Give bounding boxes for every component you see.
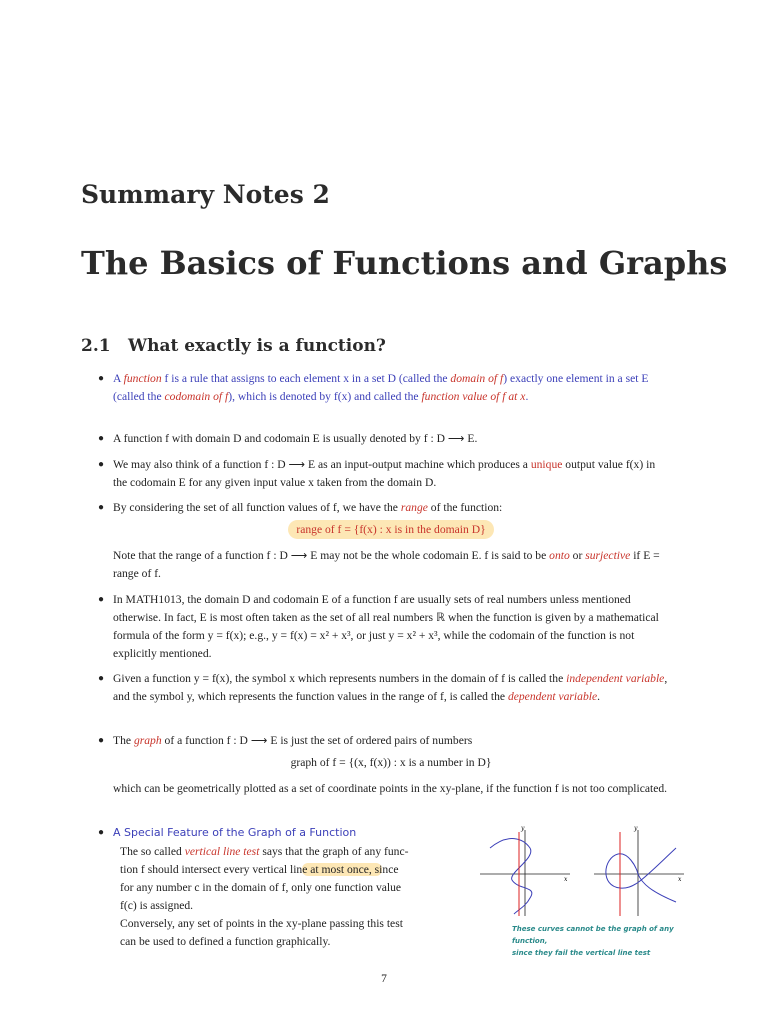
term-independent-variable: independent variable xyxy=(566,672,665,685)
term-surjective: surjective xyxy=(585,549,631,562)
b7-text-2: of a function f : D ⟶ E is just the set of ordered pairs of numbers xyxy=(161,734,473,747)
b6-text-3: . xyxy=(597,690,601,703)
bullet-range xyxy=(98,499,669,517)
term-unique: unique xyxy=(530,458,563,471)
graph-note: which can be geometrically plotted as a set of coordinate points in the xy-plane, if the function f is not too complicated. xyxy=(113,782,668,795)
b1-text-5: . xyxy=(525,390,529,403)
b6-text-1: Given a function y = f(x), the symbol x which represents numbers in the domain of f is called the xyxy=(113,672,567,685)
bullet-icon: ● xyxy=(98,433,105,444)
b8-line-2a: tion f should intersect every vertical lin xyxy=(120,863,303,876)
b8-text-2: says that the graph of any func- xyxy=(259,845,409,858)
bullet-icon: ● xyxy=(98,735,105,746)
term-range: range xyxy=(400,501,428,514)
b8-text-1: The so called xyxy=(120,845,185,858)
b3-text-1: We may also think of a function f : D ⟶ E as an input-output machine which produces a xyxy=(113,458,531,471)
page-number: 7 xyxy=(381,973,387,985)
left-y-label: y xyxy=(521,825,525,832)
b4-text-1: By considering the set of all function values of f, we have the xyxy=(113,501,401,514)
left-x-label: x xyxy=(564,876,568,883)
bullet-graph xyxy=(98,732,669,750)
b1-text-1: A xyxy=(113,372,124,385)
b8-line-2c: nce xyxy=(382,863,399,876)
b4-note-3: if E = range of f. xyxy=(113,549,660,580)
b8-line-3: for any number c in the domain of f, only one function value xyxy=(120,881,402,894)
term-function-value: function value of f at x xyxy=(421,390,526,403)
bullet-icon: ● xyxy=(98,373,105,384)
term-graph: graph xyxy=(133,734,162,747)
term-vertical-line-test: vertical line test xyxy=(184,845,260,858)
b1-text-2: f is a rule that assigns to each element x in a set D (called the xyxy=(161,372,451,385)
b8-line-6: can be used to defined a function graphically. xyxy=(120,935,331,948)
b4-note-2: or xyxy=(569,549,586,562)
right-y-label: y xyxy=(634,825,638,832)
graph-formula: graph of f = {(x, f(x)) : x is a number in D} xyxy=(290,756,492,769)
b4-text-2: of the function: xyxy=(427,501,503,514)
b1-text-4: ), which is denoted by f(x) and called the xyxy=(228,390,422,403)
bullet-icon: ● xyxy=(98,594,105,605)
bullet-function-definition xyxy=(98,370,669,406)
term-dependent-variable: dependent variable xyxy=(507,690,598,703)
range-note xyxy=(113,547,669,583)
chapter-heading: Summary Notes 2 xyxy=(81,180,330,209)
page-title: The Basics of Functions and Graphs xyxy=(81,244,728,282)
figure-caption xyxy=(512,923,692,959)
bullet-icon: ● xyxy=(98,827,105,838)
bullet-icon: ● xyxy=(98,459,105,470)
b4-note-1: Note that the range of a function f : D ⟶ E may not be the whole codomain E. f is said to be xyxy=(113,549,550,562)
right-curve xyxy=(606,848,676,902)
figure-caption-line-2: since they fail the vertical line test xyxy=(512,949,651,957)
bullet-notation xyxy=(98,430,669,448)
term-onto: onto xyxy=(549,549,570,562)
b2-text: A function f with domain D and codomain E is usually denoted by f : D ⟶ E. xyxy=(113,432,478,445)
section-number: 2.1 xyxy=(81,336,111,356)
bullet-vertical-line-test xyxy=(98,824,473,842)
special-feature-heading: A Special Feature of the Graph of a Function xyxy=(113,826,357,839)
highlighted-at-most-once: e at most once, si xyxy=(302,863,383,876)
section-heading xyxy=(81,336,386,356)
b3-text-2: output value f(x) in the codomain E for any given input value x taken from the domain D. xyxy=(113,458,656,489)
vertical-line-test-figure xyxy=(478,818,692,918)
bullet-variables xyxy=(98,670,669,706)
bullet-icon: ● xyxy=(98,502,105,513)
range-formula: range of f = {f(x) : x is in the domain D} xyxy=(288,520,493,539)
right-x-label: x xyxy=(678,876,682,883)
bullet-icon: ● xyxy=(98,673,105,684)
b1-text-3: ) exactly one element in a set E (called the xyxy=(113,372,649,403)
section-title: What exactly is a function? xyxy=(128,336,386,356)
range-formula-row xyxy=(113,523,669,536)
left-curve xyxy=(490,839,532,914)
term-function: function xyxy=(123,372,162,385)
b7-text-1: The xyxy=(113,734,134,747)
b5-text: In MATH1013, the domain D and codomain E of a function f are usually sets of real numbers unless mentioned otherwise. In fact, E is most often taken as the set of all real numbers ℝ when the function is given by a mathematical formula of the form y = f(x); e.g., y = f(x) = x² + x³, or just y = x² + x³, while the codomain of the function is not explicitly mentioned. xyxy=(113,593,659,660)
b8-line-5: Conversely, any set of points in the xy-plane passing this test xyxy=(120,917,403,930)
bullet-input-output xyxy=(98,456,669,492)
vertical-line-test-text xyxy=(120,843,465,951)
bullet-math1013 xyxy=(98,591,669,663)
term-domain: domain of f xyxy=(450,372,504,385)
b6-text-2: , and the symbol y, which represents the function values in the range of f, is called the xyxy=(113,672,668,703)
term-codomain: codomain of f xyxy=(164,390,229,403)
b8-line-4: f(c) is assigned. xyxy=(120,899,194,912)
figure-caption-line-1: These curves cannot be the graph of any function, xyxy=(512,925,674,945)
